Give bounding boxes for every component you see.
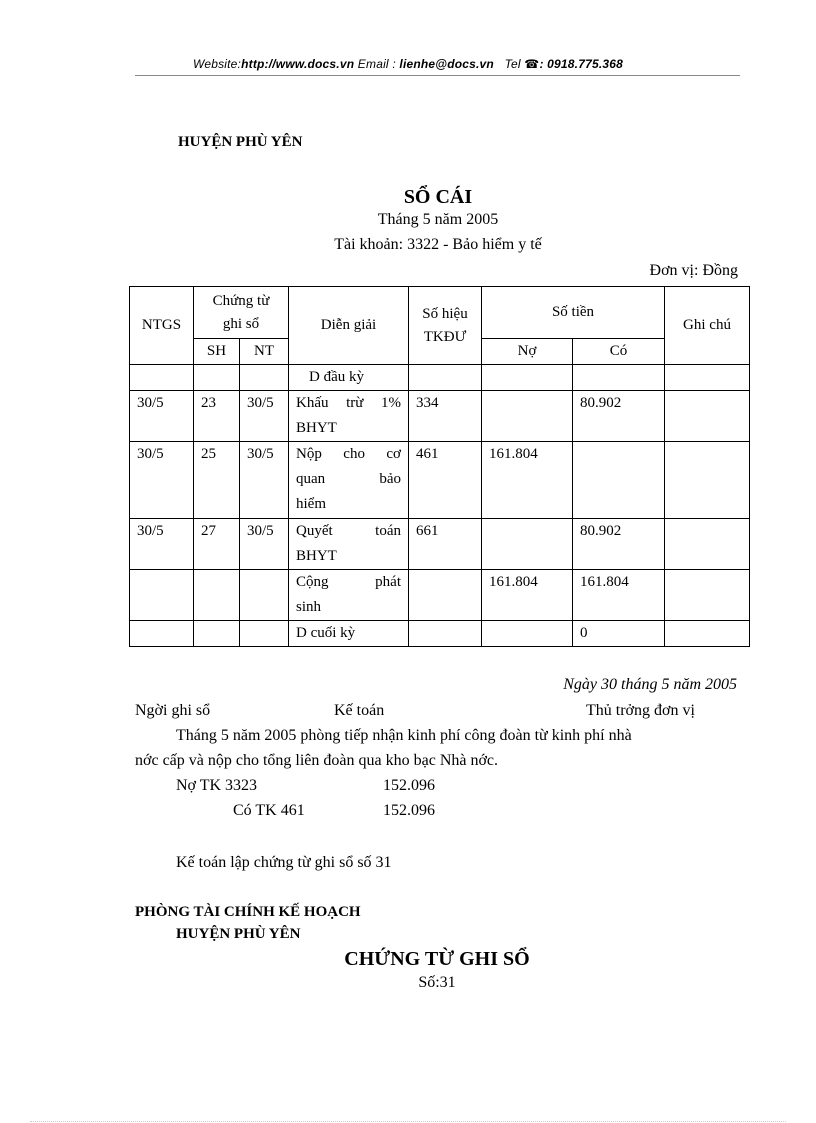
page-bottom-rule	[30, 1121, 786, 1122]
opening-row	[130, 365, 750, 391]
header-row	[130, 287, 750, 339]
closing-desc: D cuối kỳ	[289, 621, 409, 647]
ledger-month: Tháng 5 năm 2005	[377, 211, 499, 228]
col-ref-l2: TKĐƯ	[423, 328, 467, 345]
table-row	[130, 519, 750, 570]
table-row	[130, 391, 750, 442]
cell-credit	[573, 442, 665, 519]
col-ntgs: NTGS	[130, 287, 194, 365]
desc-line: sinh	[296, 599, 322, 615]
cell-ref: 661	[409, 519, 482, 570]
email-link[interactable]: lienhe@docs.vn	[399, 57, 494, 71]
ledger-title: SỔ CÁI	[403, 186, 473, 208]
col-nt: NT	[240, 339, 289, 365]
signer-accountant: Kế toán	[334, 702, 385, 719]
desc-line: Nộp cho cơ	[296, 446, 401, 462]
desc-line: BHYT	[296, 420, 337, 436]
entry-label: Có TK 461	[233, 802, 305, 819]
cell-sh: 25	[194, 442, 240, 519]
opening-desc: D đầu kỳ	[289, 365, 409, 391]
dept-district: HUYỆN PHÙ YÊN	[176, 926, 301, 942]
date-line: Ngày 30 tháng 5 năm 2005	[563, 676, 737, 693]
tel-label: Tel	[504, 57, 521, 71]
cell-debit: 161.804	[482, 442, 573, 519]
cell-ntgs: 30/5	[130, 519, 194, 570]
dept-name: PHÒNG TÀI CHÍNH KẾ HOẠCH	[135, 904, 361, 920]
cell-credit: 80.902	[573, 391, 665, 442]
cell-desc	[289, 442, 409, 519]
org-name: HUYỆN PHÙ YÊN	[178, 134, 303, 150]
ledger-unit: Đơn vị: Đồng	[649, 262, 738, 279]
col-ref-l1: Số hiệu	[422, 305, 468, 322]
desc-line: Quyết toán	[296, 523, 401, 539]
col-voucher	[194, 287, 289, 339]
website-label: Website:	[193, 57, 242, 71]
total-row	[130, 570, 750, 621]
entry-label: Nợ TK 3323	[176, 777, 258, 794]
cell-ntgs: 30/5	[130, 391, 194, 442]
desc-line: BHYT	[296, 548, 337, 564]
closing-credit: 0	[573, 621, 665, 647]
ledger-table	[129, 286, 750, 647]
page-header	[0, 57, 816, 71]
tel-number: : 0918.775.368	[539, 57, 623, 71]
paragraph-line-1: Tháng 5 năm 2005 phòng tiếp nhận kinh phí công đoàn từ kinh phí nhà	[176, 727, 632, 744]
cell-note	[665, 442, 750, 519]
closing-row	[130, 621, 750, 647]
signer-recorder: Ngời ghi sổ	[135, 702, 211, 719]
cell-desc	[289, 519, 409, 570]
email-label: Email :	[357, 57, 396, 71]
cell-note	[665, 391, 750, 442]
col-debit: Nợ	[482, 339, 573, 365]
cell-sh: 23	[194, 391, 240, 442]
col-desc: Diễn giải	[289, 287, 409, 365]
cell-note	[665, 519, 750, 570]
ledger-account: Tài khoản: 3322 - Bảo hiểm y tế	[334, 236, 542, 253]
cell-desc	[289, 391, 409, 442]
col-voucher-l1: Chứng từ	[212, 292, 270, 309]
desc-line: Cộng phát	[296, 574, 401, 590]
header-rule	[135, 75, 740, 76]
cell-ref: 334	[409, 391, 482, 442]
total-desc	[289, 570, 409, 621]
cell-ref: 461	[409, 442, 482, 519]
desc-line: hiểm	[296, 496, 326, 512]
cell-credit: 80.902	[573, 519, 665, 570]
cell-debit	[482, 391, 573, 442]
cell-nt: 30/5	[240, 391, 289, 442]
desc-line: Khấu trừ 1%	[296, 395, 401, 411]
cell-ntgs: 30/5	[130, 442, 194, 519]
signer-head: Thủ trởng đơn vị	[586, 702, 695, 719]
paragraph-line-2: nớc cấp và nộp cho tổng liên đoàn qua kho bạc Nhà nớc.	[135, 752, 499, 769]
col-credit: Có	[573, 339, 665, 365]
note-line: Kế toán lập chứng từ ghi sổ số 31	[176, 854, 392, 871]
total-credit: 161.804	[573, 570, 665, 621]
cell-sh: 27	[194, 519, 240, 570]
col-amount: Số tiền	[482, 287, 665, 339]
table-row	[130, 442, 750, 519]
phone-icon: ☎	[524, 57, 540, 71]
col-sh: SH	[194, 339, 240, 365]
voucher-title: CHỨNG TỪ GHI SỔ	[344, 948, 530, 970]
website-link[interactable]: http://www.docs.vn	[241, 57, 355, 71]
voucher-number: Số:31	[418, 974, 456, 991]
col-ref	[409, 287, 482, 365]
col-note: Ghi chú	[665, 287, 750, 365]
cell-nt: 30/5	[240, 519, 289, 570]
total-debit: 161.804	[482, 570, 573, 621]
cell-nt: 30/5	[240, 442, 289, 519]
cell-debit	[482, 519, 573, 570]
entry-amount: 152.096	[383, 802, 435, 819]
desc-line: quan bảo	[296, 471, 401, 487]
entry-amount: 152.096	[383, 777, 435, 794]
col-voucher-l2: ghi sổ	[222, 315, 260, 332]
